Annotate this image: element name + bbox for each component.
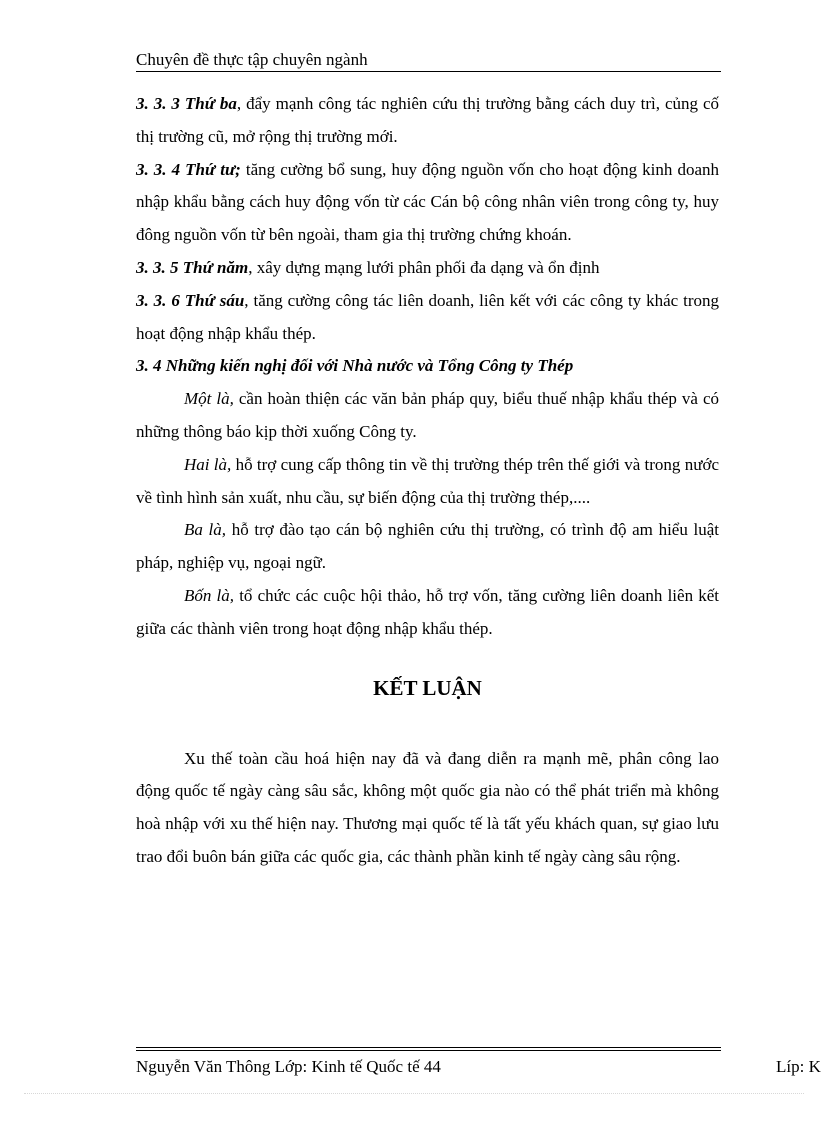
- paragraph-thu-sau: [136, 285, 719, 351]
- paragraph-label: 3. 3. 6 Thứ sáu: [136, 290, 245, 310]
- paragraph-label: 3. 3. 4 Thứ tư;: [136, 159, 241, 179]
- page-bottom-dotted-line: [24, 1093, 804, 1094]
- footer-divider-top: [136, 1047, 721, 1048]
- paragraph-text: , xây dựng mạng lưới phân phối đa dạng và ổn định: [248, 257, 600, 277]
- recommendation-text: hỗ trợ đào tạo cán bộ nghiên cứu thị trường, có trình độ am hiểu luật pháp, nghiệp vụ, ngoại ngữ.: [136, 520, 719, 573]
- recommendation-one: [136, 383, 719, 449]
- paragraph-thu-tu: [136, 154, 719, 252]
- recommendation-three: [136, 514, 719, 580]
- paragraph-label: 3. 3. 5 Thứ năm: [136, 257, 249, 277]
- recommendation-text: cần hoàn thiện các văn bản pháp quy, biểu thuế nhập khẩu thép và có những thông báo kịp thời xuống Công ty.: [136, 389, 719, 441]
- document-body: [136, 88, 719, 874]
- conclusion-paragraph: Xu thế toàn cầu hoá hiện nay đã và đang diễn ra mạnh mẽ, phân công lao động quốc tế ngày càng sâu sắc, không một quốc gia nào có thể phát triển mà không hoà nhập với xu thế hiện nay. Thương mại quốc tế là tất yếu khách quan, sự giao lưu trao đổi buôn bán giữa các quốc gia, các thành phần kinh tế ngày càng sâu rộng.: [136, 748, 719, 866]
- footer-class-cutoff: Líp: K: [776, 1057, 821, 1076]
- section-heading: 3. 4 Những kiến nghị đối với Nhà nước và Tổng Công ty Thép: [136, 356, 574, 376]
- recommendation-four: [136, 580, 719, 646]
- paragraph-text: , tăng cường công tác liên doanh, liên kết với các công ty khác trong hoạt động nhập khẩu thép.: [136, 290, 719, 343]
- recommendation-text: tổ chức các cuộc hội thảo, hỗ trợ vốn, tăng cường liên doanh liên kết giữa các thành viên trong hoạt động nhập khẩu thép.: [136, 585, 720, 638]
- recommendation-two: [136, 449, 719, 515]
- footer-author-class: Nguyễn Văn Thông Lớp: Kinh tế Quốc tế 44: [136, 1057, 441, 1076]
- recommendation-text: hỗ trợ cung cấp thông tin về thị trường thép trên thế giới và trong nước về tình hình sản xuất, nhu cầu, sự biến động của thị trường thép,....: [136, 454, 719, 507]
- paragraph-label: 3. 3. 3 Thứ ba: [136, 94, 237, 113]
- recommendation-label: Bốn là,: [184, 585, 235, 605]
- paragraph-text: tăng cường bổ sung, huy động nguồn vốn cho hoạt động kinh doanh nhập khẩu bằng cách huy động vốn từ các Cán bộ công nhân viên trong công ty, huy đông nguồn vốn từ bên ngoài, tham gia thị trường chứng khoán.: [136, 159, 720, 245]
- paragraph-thu-nam: [136, 252, 719, 285]
- recommendation-label: Ba là,: [184, 520, 227, 540]
- conclusion-heading: KẾT LUẬN: [373, 675, 482, 700]
- header-divider: [136, 71, 721, 72]
- footer-divider-bottom: [136, 1050, 721, 1051]
- recommendation-label: Một là,: [184, 389, 234, 409]
- paragraph-text: , đẩy mạnh công tác nghiên cứu thị trường bằng cách duy trì, củng cố thị trường cũ, mở rộng thị trường mới.: [136, 94, 719, 146]
- recommendation-label: Hai là,: [184, 454, 232, 474]
- paragraph-thu-ba: [136, 88, 719, 154]
- page-header-title: Chuyên đề thực tập chuyên ngành: [136, 50, 368, 69]
